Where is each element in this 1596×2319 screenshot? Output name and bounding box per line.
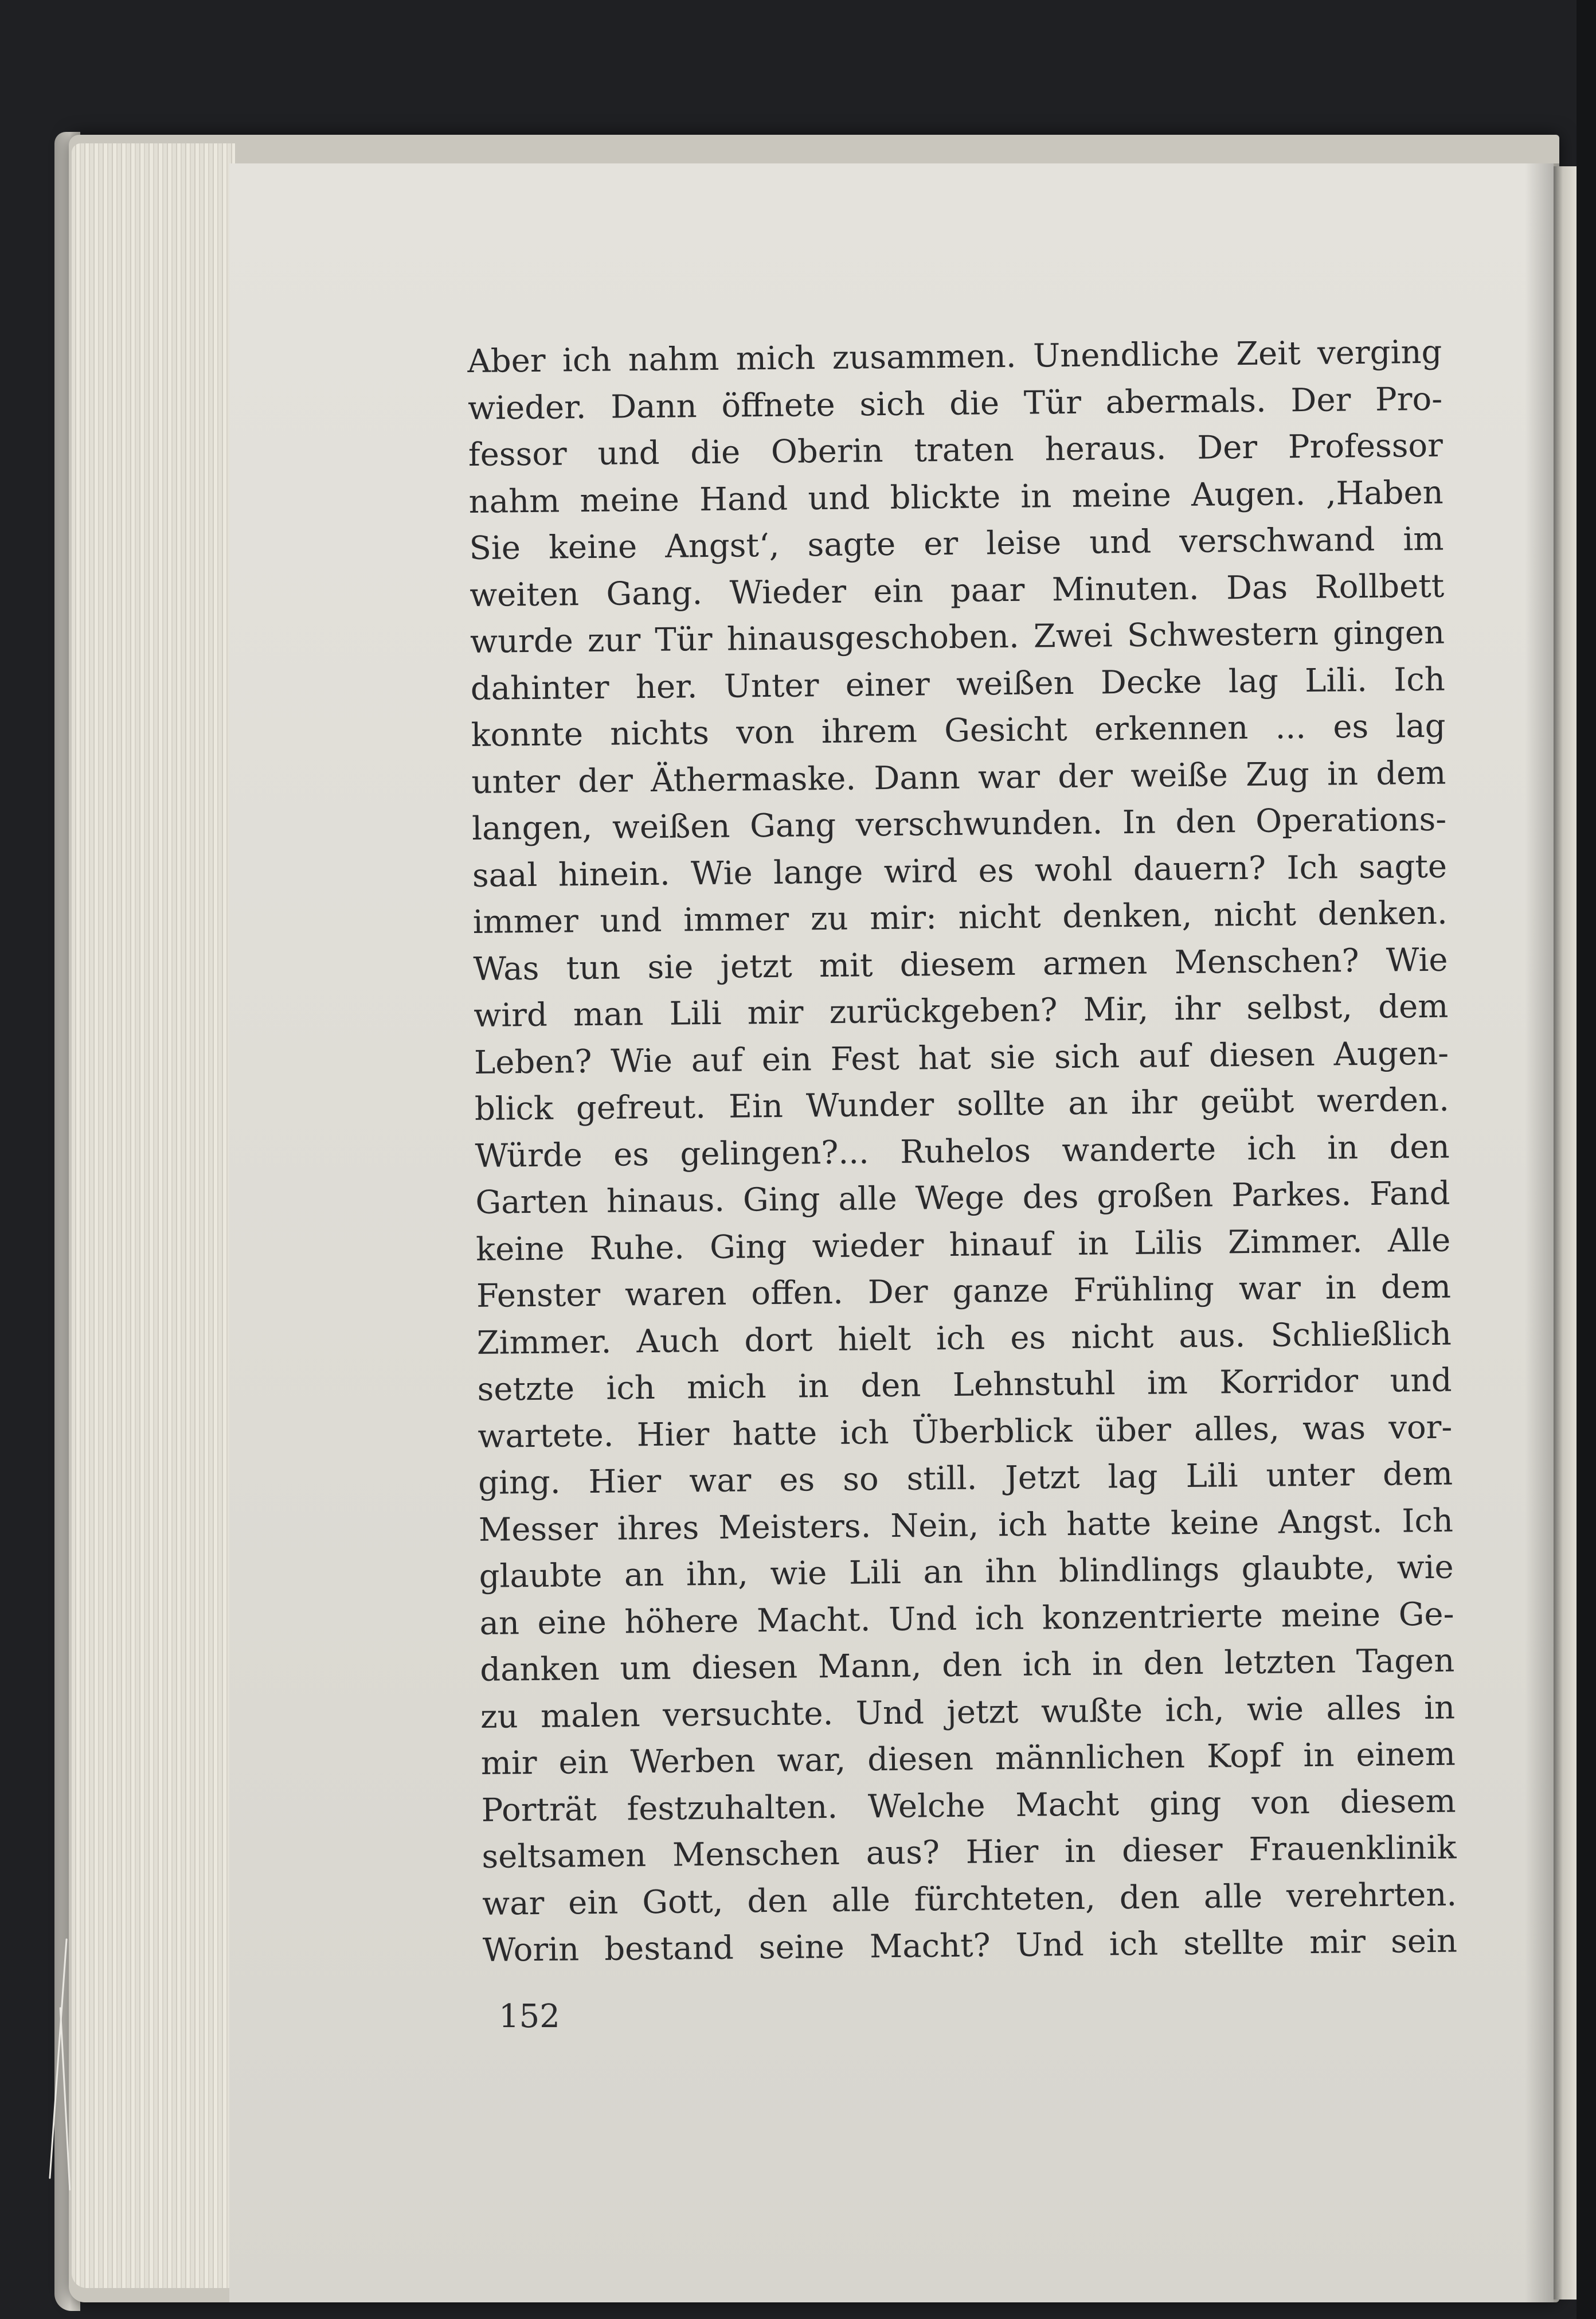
page-number: 152 — [499, 1998, 560, 2035]
text-line: Worin bestand seine Macht? Und ich stellte mir sein — [482, 1922, 1458, 1969]
text-line: setzte ich mich in den Lehnstuhl im Korridor und — [477, 1361, 1452, 1408]
text-line: fessor und die Oberin traten heraus. Der Professor — [468, 427, 1444, 474]
page-stack-edges — [72, 143, 235, 2288]
text-line: keine Ruhe. Ging wieder hinauf in Lilis Zimmer. Alle — [475, 1221, 1451, 1268]
text-line: wird man Lili mir zurückgeben? Mir, ihr selbst, dem — [474, 987, 1449, 1034]
text-line: Porträt festzuhalten. Welche Macht ging von diesem — [481, 1782, 1456, 1829]
text-line: Zimmer. Auch dort hielt ich es nicht aus. Schließlich — [476, 1315, 1452, 1362]
text-line: konnte nichts von ihrem Gesicht erkennen ... es lag — [471, 707, 1446, 754]
text-line: ging. Hier war es so still. Jetzt lag Lili unter dem — [478, 1455, 1453, 1502]
text-line: an eine höhere Macht. Und ich konzentrierte meine Ge- — [479, 1595, 1454, 1642]
text-line: langen, weißen Gang verschwunden. In den Operations- — [471, 801, 1447, 848]
body-text — [467, 329, 1457, 1974]
text-line: unter der Äthermaske. Dann war der weiße Zug in dem — [471, 754, 1446, 801]
text-line: war ein Gott, den alle fürchteten, den alle verehrten. — [482, 1876, 1457, 1923]
text-line: blick gefreut. Ein Wunder sollte an ihr geübt werden. — [474, 1081, 1450, 1128]
text-line: Würde es gelingen?... Ruhelos wanderte ich in den — [475, 1128, 1450, 1175]
text-line: dahinter her. Unter einer weißen Decke lag Lili. Ich — [470, 661, 1446, 708]
text-line: Sie keine Angst‘, sagte er leise und verschwand im — [469, 520, 1444, 567]
text-line: wartete. Hier hatte ich Überblick über alles, was vor- — [478, 1408, 1453, 1455]
text-line: saal hinein. Wie lange wird es wohl dauern? Ich sagte — [472, 848, 1448, 895]
text-line: wieder. Dann öffnete sich die Tür abermals. Der Pro- — [467, 380, 1443, 427]
text-line: seltsamen Menschen aus? Hier in dieser Frauenklinik — [482, 1829, 1457, 1876]
text-line: Garten hinaus. Ging alle Wege des großen Parkes. Fand — [475, 1174, 1450, 1221]
text-line: danken um diesen Mann, den ich in den letzten Tagen — [479, 1642, 1455, 1689]
text-line: Aber ich nahm mich zusammen. Unendliche Zeit verging — [467, 333, 1442, 380]
facing-page-edge — [1554, 166, 1577, 2300]
text-line: glaubte an ihn, wie Lili an ihn blindlings glaubte, wie — [479, 1548, 1454, 1595]
text-line: weiten Gang. Wieder ein paar Minuten. Das Rollbett — [469, 567, 1445, 614]
text-line: Leben? Wie auf ein Fest hat sie sich auf diesen Augen- — [474, 1034, 1449, 1082]
text-line: Messer ihres Meisters. Nein, ich hatte keine Angst. Ich — [478, 1502, 1454, 1549]
text-line: zu malen versuchte. Und jetzt wußte ich, wie alles in — [480, 1689, 1456, 1736]
text-line: wurde zur Tür hinausgeschoben. Zwei Schwestern gingen — [470, 614, 1445, 661]
dark-border — [1577, 0, 1596, 2319]
text-line: mir ein Werben war, diesen männlichen Kopf in einem — [480, 1735, 1456, 1782]
text-line: nahm meine Hand und blickte in meine Augen. ‚Haben — [468, 474, 1444, 521]
text-line: Was tun sie jetzt mit diesem armen Menschen? Wie — [473, 941, 1448, 988]
text-line: Fenster waren offen. Der ganze Frühling war in dem — [476, 1268, 1452, 1315]
text-line: immer und immer zu mir: nicht denken, nicht denken. — [472, 894, 1448, 941]
